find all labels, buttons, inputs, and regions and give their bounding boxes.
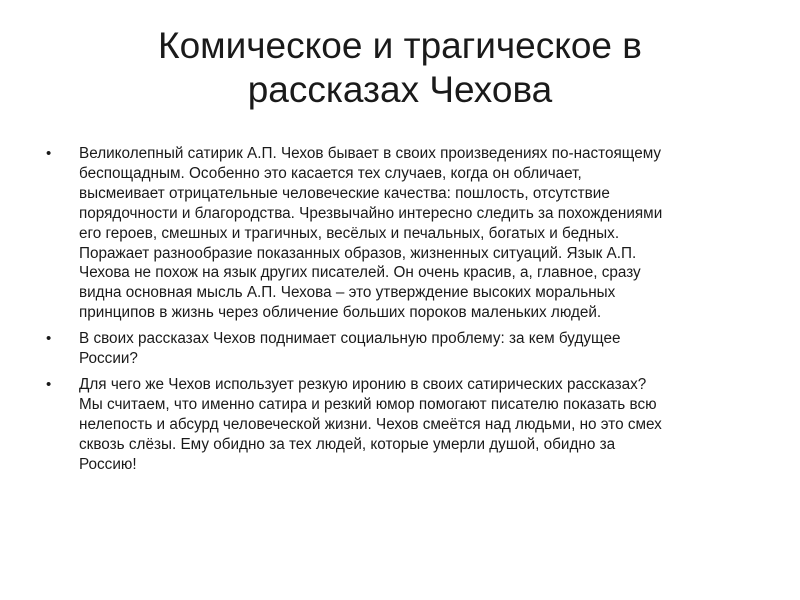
bullet-text-line: принципов в жизнь через обличение больших пороков маленьких людей.: [79, 304, 602, 322]
bullet-icon: •: [46, 145, 52, 162]
bullet-item-satire: [46, 144, 766, 323]
slide-title: [60, 24, 740, 112]
bullet-text-line: нелепость и абсурд человеческой жизни. Чехов смеётся над людьми, но это смех: [79, 415, 662, 433]
bullet-text-line: Чехова не похож на язык других писателей. Он очень красив, а, главное, сразу: [79, 264, 641, 282]
bullet-item-irony: [46, 375, 766, 475]
bullet-text-line: сквозь слёзы. Ему обидно за тех людей, которые умерли душой, обидно за: [79, 435, 616, 453]
bullet-list: [46, 144, 766, 481]
title-line-1: Комическое и трагическое в: [158, 25, 642, 66]
bullet-text-line: В своих рассказах Чехов поднимает социальную проблему: за кем будущее: [79, 330, 621, 348]
bullet-text-line: Мы считаем, что именно сатира и резкий юмор помогают писателю показать всю: [79, 395, 657, 413]
bullet-text-line: высмеивает отрицательные человеческие качества: пошлость, отсутствие: [79, 184, 610, 202]
bullet-text-line: беспощадным. Особенно это касается тех случаев, когда он обличает,: [79, 164, 582, 182]
bullet-text-line: видна основная мысль А.П. Чехова – это утверждение высоких моральных: [79, 284, 616, 302]
bullet-text-line: Великолепный сатирик А.П. Чехов бывает в своих произведениях по-настоящему: [79, 145, 662, 162]
bullet-icon: •: [46, 375, 52, 393]
bullet-text-line: Поражает разнообразие показанных образов, жизненных ситуаций. Язык А.П.: [79, 244, 637, 262]
bullet-text-line: порядочности и благородства. Чрезвычайно интересно следить за похождениями: [79, 204, 663, 222]
bullet-text-line: Россию!: [79, 455, 137, 473]
bullet-text-line: России?: [79, 350, 138, 368]
bullet-item-social-problem: [46, 329, 766, 369]
bullet-text-line: Для чего же Чехов использует резкую иронию в своих сатирических рассказах?: [79, 375, 647, 393]
title-line-2: рассказах Чехова: [247, 69, 553, 110]
bullet-text-line: его героев, смешных и трагичных, весёлых и печальных, богатых и бедных.: [79, 224, 620, 242]
bullet-icon: •: [46, 330, 52, 348]
